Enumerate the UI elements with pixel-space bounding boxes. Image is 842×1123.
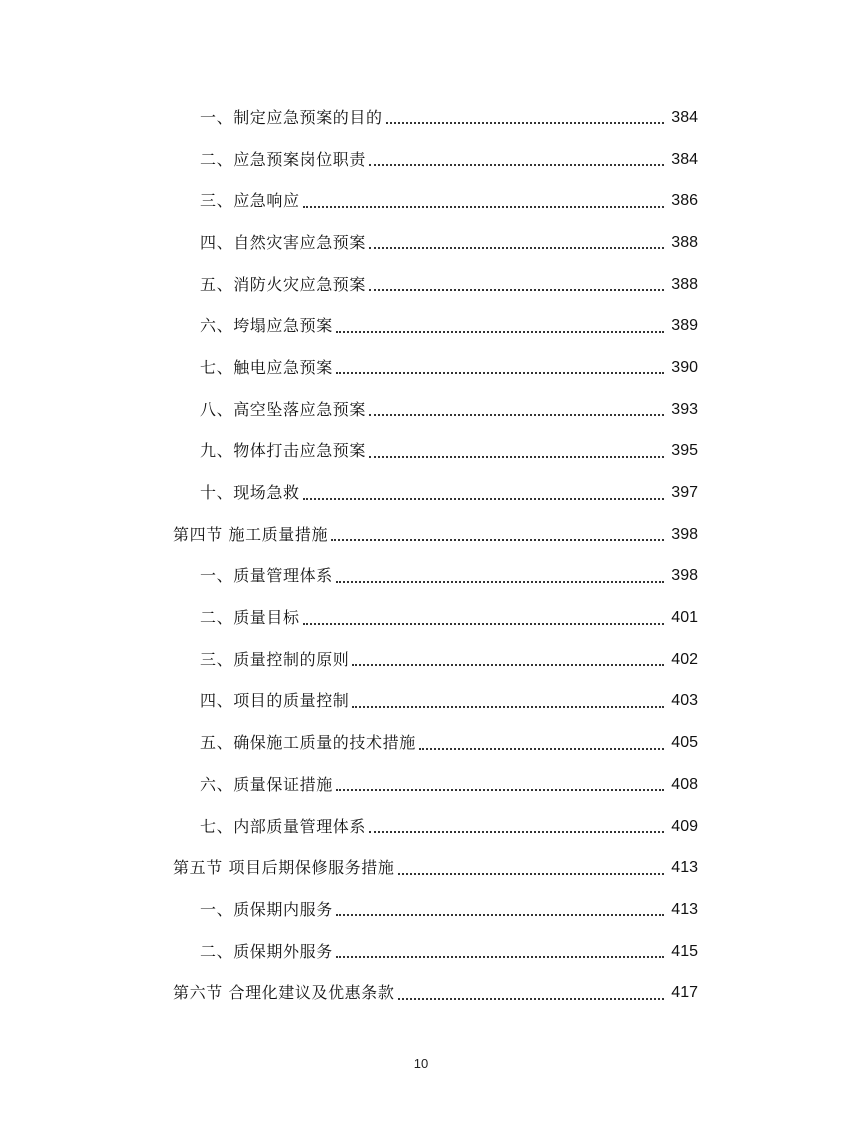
toc-entry-title: 一、质量管理体系 (200, 566, 333, 586)
toc-entry[interactable] (0, 180, 842, 222)
toc-entry[interactable] (0, 764, 842, 806)
toc-entry-page: 398 (671, 525, 698, 543)
dot-leader (331, 538, 664, 541)
toc-section-title: 第四节 施工质量措施 (173, 524, 329, 544)
toc-entry-page: 402 (671, 650, 698, 668)
dot-leader (352, 663, 664, 666)
toc-entry-page: 386 (671, 192, 698, 210)
dot-leader (369, 830, 664, 833)
dot-leader (336, 913, 664, 916)
toc-entry-page: 408 (671, 775, 698, 793)
dot-leader (369, 288, 664, 291)
toc-entry[interactable] (0, 806, 842, 848)
toc-entry-page: 403 (671, 692, 698, 710)
toc-entry-page: 388 (671, 233, 698, 251)
dot-leader (369, 413, 664, 416)
toc-entry-page: 397 (671, 484, 698, 502)
toc-entry[interactable] (0, 722, 842, 764)
toc-entry-page: 398 (671, 567, 698, 585)
toc-section-entry[interactable] (0, 972, 842, 1014)
toc-entry-title: 四、项目的质量控制 (200, 691, 350, 711)
toc-entry-title: 一、制定应急预案的目的 (200, 107, 383, 127)
dot-leader (419, 747, 664, 750)
toc-section-entry[interactable] (0, 514, 842, 556)
toc-entry-title: 八、高空坠落应急预案 (200, 399, 367, 419)
toc-entry-title: 三、应急响应 (200, 191, 300, 211)
dot-leader (303, 497, 664, 500)
toc-entry[interactable] (0, 389, 842, 431)
toc-entry-title: 一、质保期内服务 (200, 899, 333, 919)
toc-entry-page: 390 (671, 358, 698, 376)
toc-entry[interactable] (0, 305, 842, 347)
toc-entry-title: 十、现场急救 (200, 483, 300, 503)
toc-entry[interactable] (0, 347, 842, 389)
toc-entry-title: 六、垮塌应急预案 (200, 316, 333, 336)
toc-entry[interactable] (0, 139, 842, 181)
dot-leader (336, 580, 664, 583)
dot-leader (303, 205, 664, 208)
page-number: 10 (413, 1056, 429, 1071)
toc-entry-title: 四、自然灾害应急预案 (200, 232, 367, 252)
dot-leader (303, 622, 664, 625)
toc-entry-title: 五、确保施工质量的技术措施 (200, 733, 416, 753)
toc-section-title: 第五节 项目后期保修服务措施 (173, 858, 395, 878)
dot-leader (336, 955, 664, 958)
dot-leader (398, 872, 665, 875)
toc-entry[interactable] (0, 556, 842, 598)
dot-leader (336, 371, 664, 374)
dot-leader (336, 788, 664, 791)
toc-entry-page: 417 (671, 984, 698, 1002)
toc-entry-page: 389 (671, 317, 698, 335)
toc-entry[interactable] (0, 681, 842, 723)
toc-entry[interactable] (0, 889, 842, 931)
toc-section-title: 第六节 合理化建议及优惠条款 (173, 983, 395, 1003)
toc-entry-page: 388 (671, 275, 698, 293)
toc-entry-title: 七、触电应急预案 (200, 357, 333, 377)
toc-entry-page: 415 (671, 942, 698, 960)
toc-entry-page: 401 (671, 609, 698, 627)
toc-entry[interactable] (0, 472, 842, 514)
toc-section-entry[interactable] (0, 847, 842, 889)
toc-entry-title: 二、应急预案岗位职责 (200, 149, 367, 169)
dot-leader (398, 997, 665, 1000)
toc-entry[interactable] (0, 97, 842, 139)
toc-entry[interactable] (0, 931, 842, 973)
toc-entry-title: 三、质量控制的原则 (200, 649, 350, 669)
toc-entry[interactable] (0, 639, 842, 681)
toc-entry[interactable] (0, 431, 842, 473)
toc-entry-title: 九、物体打击应急预案 (200, 441, 367, 461)
toc-entry-page: 409 (671, 817, 698, 835)
toc-entry-page: 393 (671, 400, 698, 418)
table-of-contents (0, 97, 842, 1014)
toc-entry-title: 五、消防火灾应急预案 (200, 274, 367, 294)
dot-leader (369, 163, 664, 166)
toc-entry-page: 384 (671, 150, 698, 168)
toc-entry-page: 405 (671, 734, 698, 752)
dot-leader (369, 246, 664, 249)
toc-entry-title: 七、内部质量管理体系 (200, 816, 367, 836)
dot-leader (386, 121, 664, 124)
dot-leader (369, 455, 664, 458)
dot-leader (336, 330, 664, 333)
dot-leader (352, 705, 664, 708)
toc-entry-page: 384 (671, 108, 698, 126)
toc-entry-page: 413 (671, 900, 698, 918)
toc-entry-title: 二、质保期外服务 (200, 941, 333, 961)
toc-entry[interactable] (0, 264, 842, 306)
toc-entry[interactable] (0, 597, 842, 639)
toc-entry-page: 395 (671, 442, 698, 460)
toc-entry-page: 413 (671, 859, 698, 877)
toc-entry[interactable] (0, 222, 842, 264)
toc-entry-title: 六、质量保证措施 (200, 774, 333, 794)
toc-entry-title: 二、质量目标 (200, 608, 300, 628)
